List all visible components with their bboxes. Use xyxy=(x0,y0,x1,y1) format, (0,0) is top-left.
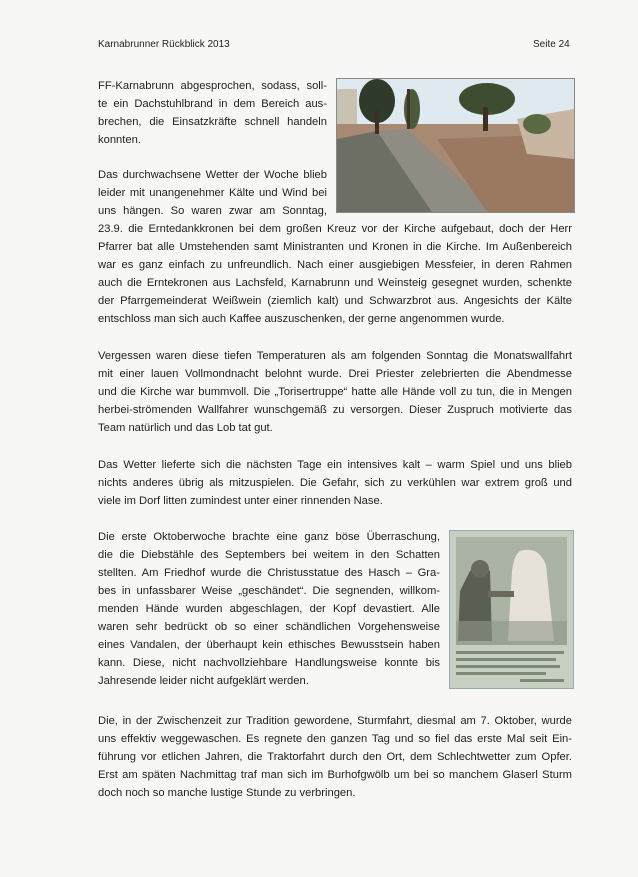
text-line: Die, in der Zwischenzeit zur Tradition gewordene, Sturmfahrt, diesmal am 7. Oktober, wurde xyxy=(98,715,572,727)
text-line: die die Diebstähle des Septembers bei weitem in den Schatten xyxy=(98,549,440,561)
text-line: te ein Dachstuhlbrand in dem Bereich aus- xyxy=(98,98,327,110)
paragraph-1 xyxy=(98,77,327,149)
text-line: waren sehr bedrückt ob so einer schändlichen Vorgehensweise xyxy=(98,621,440,633)
text-line: menden Hände wurden abgeschlagen, der Kopf devastiert. Alle xyxy=(98,603,440,615)
text-line: Jahresende leider nicht aufgeklärt werden. xyxy=(98,675,309,687)
text-line: Erst am späten Nachmittag traf man sich im Burhofgwölb um bei so manchem Glaserl Sturm xyxy=(98,769,572,781)
paragraph-5 xyxy=(98,528,440,690)
text-line: führung vor etlichen Jahren, die Traktorfahrt durch den Ort, dem Schlechtwetter zum Opfer. xyxy=(98,751,572,763)
paragraph-4 xyxy=(98,456,572,510)
road-photo-image xyxy=(337,79,574,212)
text-line: brechen, die Einsatzkräfte schnell handeln xyxy=(98,116,327,128)
text-line: kann. Diese, nicht nachvollziehbare Handlungsweise konnte bis xyxy=(98,657,440,669)
road-photo xyxy=(336,78,575,213)
paragraph-6 xyxy=(98,712,572,802)
paragraph-3 xyxy=(98,347,572,437)
page-number: Seite 24 xyxy=(533,39,570,50)
statue-photo-image xyxy=(450,531,573,688)
text-line: Pfarrer bat alle Umstehenden samt Ministranten und Kronen in die Kirche. Im Außenbereich xyxy=(98,241,572,253)
text-line: uns hängen. So waren zwar am Sonntag, xyxy=(98,205,327,217)
text-line: bes in unfassbarer Weise „geschändet“. Die segnenden, willkom- xyxy=(98,585,440,597)
text-line: nichts anderes übrig als mitzuspielen. Die Gefahr, sich zu verkühlen war extrem groß und xyxy=(98,477,572,489)
text-line: uns effektiv weggewaschen. Es regnete den ganzen Tag und so fiel das erste Mal seit Ein- xyxy=(98,733,572,745)
text-line: eines Vandalen, der überhaupt kein ethisches Bewusstsein haben xyxy=(98,639,440,651)
text-line: war es ganz einfach zu unfreundlich. Nach einer ausgiebigen Messfeier, in deren Rahmen xyxy=(98,259,572,271)
text-line: und die Kirche war bummvoll. Die „Torisertruppe“ hatte alle Hände voll zu tun, die in Mengen xyxy=(98,386,572,398)
text-line: viele im Dorf litten zumindest unter einer rinnenden Nase. xyxy=(98,495,383,507)
text-line: auch die Erntekronen aus Lachsfeld, Karnabrunn und Weinsteig gesegnet wurden, schenkte xyxy=(98,277,572,289)
text-line: leider mit unangenehmer Kälte und Wind bei xyxy=(98,187,327,199)
text-line: Das Wetter lieferte sich die nächsten Tage ein intensives kalt – warm Spiel und uns blieb xyxy=(98,459,572,471)
text-line: herbei-strömenden Wallfahrer wunschgemäß zu versorgen. Dieser Zuspruch motivierte das xyxy=(98,404,572,416)
text-line: entschloss man sich auch Kaffee auszuschenken, der gerne angenommen wurde. xyxy=(98,313,505,325)
text-line: Vergessen waren diese tiefen Temperaturen als am folgenden Sonntag die Monatswallfahrt xyxy=(98,350,572,362)
text-line: der Pfarrgemeinderat Weißwein (ziemlich kalt) und Schwarzbrot aus. Angesichts der Kälte xyxy=(98,295,572,307)
running-header-title: Karnabrunner Rückblick 2013 xyxy=(98,39,230,50)
text-line: konnten. xyxy=(98,134,141,146)
statue-photo xyxy=(449,530,574,689)
text-line: doch noch so manche lustige Stunde zu verbringen. xyxy=(98,787,356,799)
text-line: stellten. Am Friedhof wurde die Christusstatue des Hasch – Gra- xyxy=(98,567,440,579)
text-line: Das durchwachsene Wetter der Woche blieb xyxy=(98,169,327,181)
text-line: mit einer lauen Vollmondnacht belohnt wurde. Drei Priester zelebrierten die Abendmesse xyxy=(98,368,572,380)
text-line: Die erste Oktoberwoche brachte eine ganz böse Überraschung, xyxy=(98,531,440,543)
text-line: Team natürlich und das Lob tat gut. xyxy=(98,422,273,434)
text-line: 23.9. die Erntedankkronen bei dem großen Kreuz vor der Kirche aufgebaut, doch der Herr xyxy=(98,223,572,235)
text-line: FF-Karnabrunn abgesprochen, sodass, soll- xyxy=(98,80,327,92)
